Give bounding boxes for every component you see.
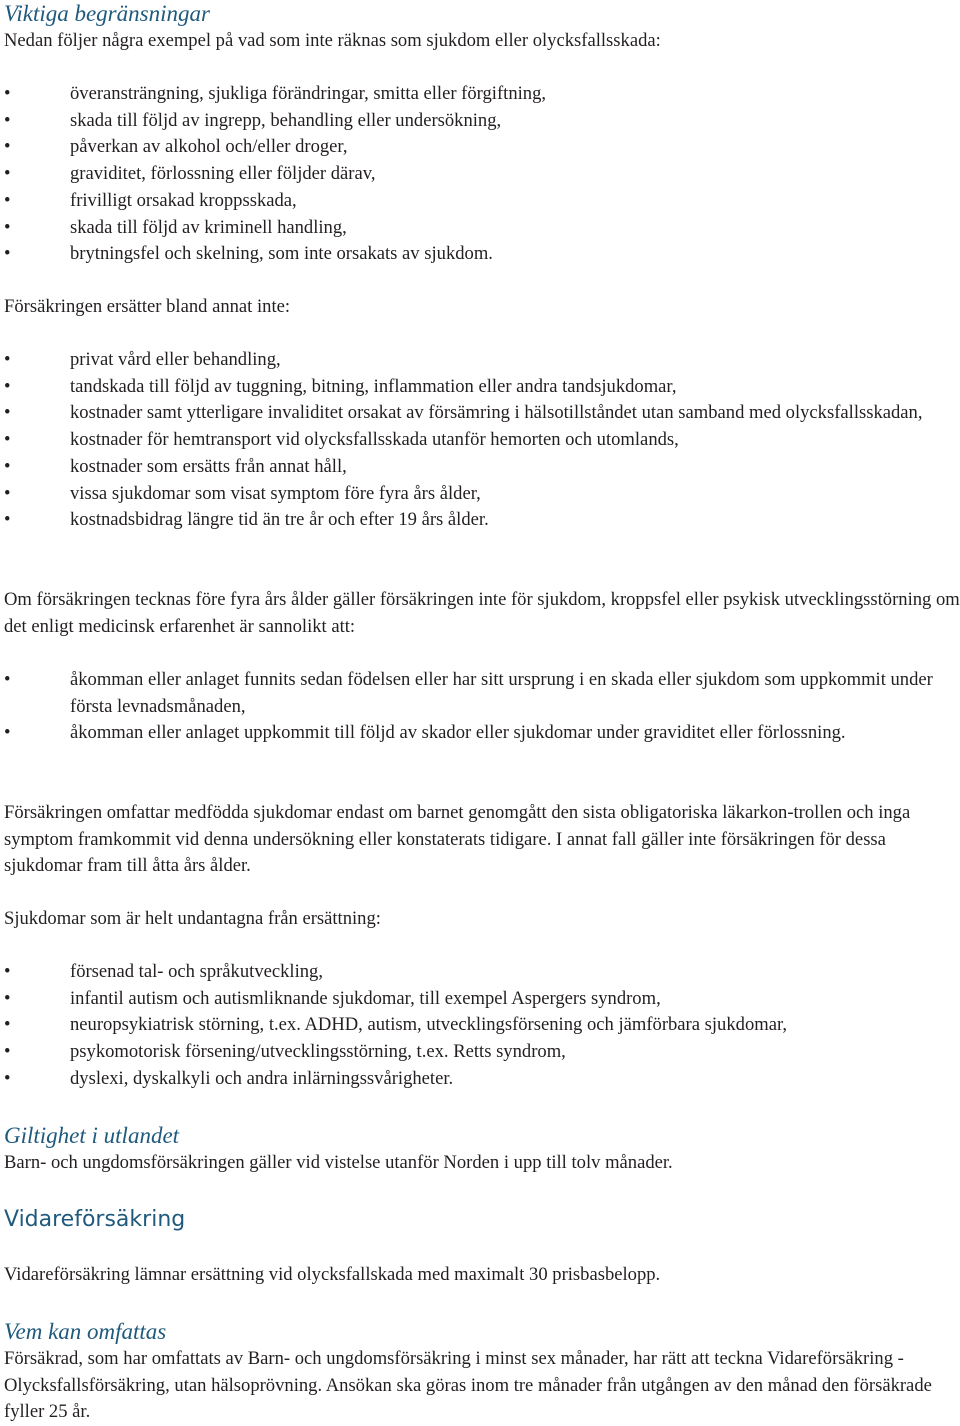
list-item-text: kostnader som ersätts från annat håll,: [70, 455, 347, 477]
section-abroad: [4, 1122, 960, 1177]
bullet-icon: •: [4, 83, 11, 104]
list-not-covered: [4, 347, 960, 534]
bullet-icon: •: [4, 109, 11, 131]
text-congenital: Försäkringen omfattar medfödda sjukdomar endast om barnet genomgått den sista obligatoriska läkarkon-trollen och inga symptom framkommit vid denna undersökning eller konstaterats tidigare. I annat fall gäller inte försäkringen för dessa sjukdomar fram till åtta års ålder.: [4, 802, 911, 877]
bullet-icon: •: [4, 189, 11, 211]
list-limits: [4, 81, 960, 268]
section-under-four: [4, 587, 960, 640]
list-item-text: vissa sjukdomar som visat symptom före fyra års ålder,: [70, 482, 481, 504]
section-limits: [4, 0, 960, 55]
list-item-text: dyslexi, dyskalkyli och andra inlärningssvårigheter.: [70, 1067, 454, 1089]
bullet-icon: •: [4, 669, 11, 690]
section-excluded: [4, 906, 960, 933]
section-eligibility: [4, 1318, 960, 1426]
list-item-text: privat vård eller behandling,: [70, 349, 281, 370]
section-not-covered: [4, 294, 960, 321]
heading-extended: Vidareförsäkring: [4, 1207, 186, 1232]
list-item: [4, 720, 960, 747]
bullet-icon: •: [4, 455, 11, 477]
bullet-icon: •: [4, 987, 11, 1009]
list-limits-wrap: [4, 81, 960, 268]
list-item-text: psykomotorisk försening/utvecklingsstörning, t.ex. Retts syndrom,: [70, 1041, 566, 1063]
list-item: [4, 667, 960, 720]
list-item: [4, 986, 960, 1013]
list-item-text: skada till följd av kriminell handling,: [70, 216, 347, 238]
list-item: [4, 1012, 960, 1039]
list-excluded: [4, 959, 960, 1093]
list-item: [4, 374, 960, 401]
intro-excluded: Sjukdomar som är helt undantagna från ersättning:: [4, 908, 381, 929]
list-item: [4, 481, 960, 508]
list-item-text: brytningsfel och skelning, som inte orsakats av sjukdom.: [70, 243, 493, 265]
bullet-icon: •: [4, 509, 11, 531]
heading-abroad: Giltighet i utlandet: [4, 1123, 180, 1148]
list-item-text: påverkan av alkohol och/eller droger,: [70, 136, 348, 158]
list-item: [4, 1066, 960, 1093]
list-item: [4, 427, 960, 454]
list-item: [4, 1039, 960, 1066]
section-congenital: [4, 800, 960, 880]
bullet-icon: •: [4, 1014, 11, 1036]
heading-eligibility: Vem kan omfattas: [4, 1319, 167, 1344]
list-item: [4, 188, 960, 215]
list-item: [4, 134, 960, 161]
list-item-text: kostnader för hemtransport vid olycksfallsskada utanför hemorten och utomlands,: [70, 429, 679, 451]
list-item-text: infantil autism och autismliknande sjukdomar, till exempel Aspergers syndrom,: [70, 987, 661, 1009]
bullet-icon: •: [4, 1067, 11, 1089]
text-abroad: Barn- och ungdomsförsäkringen gäller vid vistelse utanför Norden i upp till tolv månader.: [4, 1152, 673, 1173]
intro-limits: Nedan följer några exempel på vad som inte räknas som sjukdom eller olycksfallsskada:: [4, 30, 661, 51]
section-extended: [4, 1206, 960, 1233]
list-item-text: åkomman eller anlaget funnits sedan födelsen eller har sitt ursprung i en skada eller sjukdom som uppkommit under första levnadsmånaden,: [70, 669, 933, 717]
bullet-icon: •: [4, 375, 11, 397]
list-not-covered-wrap: [4, 347, 960, 534]
section-extended-text: [4, 1262, 960, 1289]
bullet-icon: •: [4, 136, 11, 158]
intro-not-covered: Försäkringen ersätter bland annat inte:: [4, 296, 291, 317]
intro-under-four: Om försäkringen tecknas före fyra års ålder gäller försäkringen inte för sjukdom, kroppsfel eller psykisk utvecklingsstörning om det enligt medicinsk erfarenhet är sannolikt att:: [4, 589, 960, 637]
list-item-text: kostnader samt ytterligare invaliditet orsakat av försämring i hälsotillståndet utan samband med olycksfallsskadan,: [70, 402, 923, 424]
bullet-icon: •: [4, 243, 11, 265]
list-item: [4, 108, 960, 135]
bullet-icon: •: [4, 349, 11, 370]
bullet-icon: •: [4, 722, 11, 744]
list-item-text: försenad tal- och språkutveckling,: [70, 961, 323, 982]
list-item: [4, 241, 960, 268]
list-item: [4, 81, 960, 108]
list-under-four: [4, 667, 960, 747]
list-item: [4, 959, 960, 986]
list-item-text: skada till följd av ingrepp, behandling eller undersökning,: [70, 109, 502, 131]
list-item: [4, 454, 960, 481]
list-item-text: åkomman eller anlaget uppkommit till följd av skador eller sjukdomar under graviditet eller förlossning.: [70, 722, 846, 744]
bullet-icon: •: [4, 402, 11, 424]
bullet-icon: •: [4, 163, 11, 185]
list-under-four-wrap: [4, 667, 960, 747]
list-item-text: överansträngning, sjukliga förändringar, smitta eller förgiftning,: [70, 83, 547, 104]
list-item-text: graviditet, förlossning eller följder därav,: [70, 163, 376, 185]
list-item: [4, 161, 960, 188]
list-item-text: frivilligt orsakad kroppsskada,: [70, 189, 297, 211]
heading-limits: Viktiga begränsningar: [4, 1, 210, 26]
list-item: [4, 347, 960, 374]
bullet-icon: •: [4, 482, 11, 504]
list-item: [4, 215, 960, 242]
bullet-icon: •: [4, 1041, 11, 1063]
list-item-text: neuropsykiatrisk störning, t.ex. ADHD, autism, utvecklingsförsening och jämförbara sjukdomar,: [70, 1014, 788, 1036]
bullet-icon: •: [4, 961, 11, 982]
list-item-text: kostnadsbidrag längre tid än tre år och efter 19 års ålder.: [70, 509, 489, 531]
bullet-icon: •: [4, 216, 11, 238]
list-item: [4, 507, 960, 534]
list-item-text: tandskada till följd av tuggning, bitning, inflammation eller andra tandsjukdomar,: [70, 375, 677, 397]
bullet-icon: •: [4, 429, 11, 451]
list-item: [4, 400, 960, 427]
text-extended: Vidareförsäkring lämnar ersättning vid olycksfallskada med maximalt 30 prisbasbelopp.: [4, 1264, 661, 1285]
text-eligibility: Försäkrad, som har omfattats av Barn- och ungdomsförsäkring i minst sex månader, har rätt att teckna Vidareförsäkring - Olycksfallsförsäkring, utan hälsoprövning. Ansökan ska göras inom tre månader från utgången av den månad den försäkrade fyller 25 år.: [4, 1348, 932, 1423]
list-excluded-wrap: [4, 959, 960, 1093]
